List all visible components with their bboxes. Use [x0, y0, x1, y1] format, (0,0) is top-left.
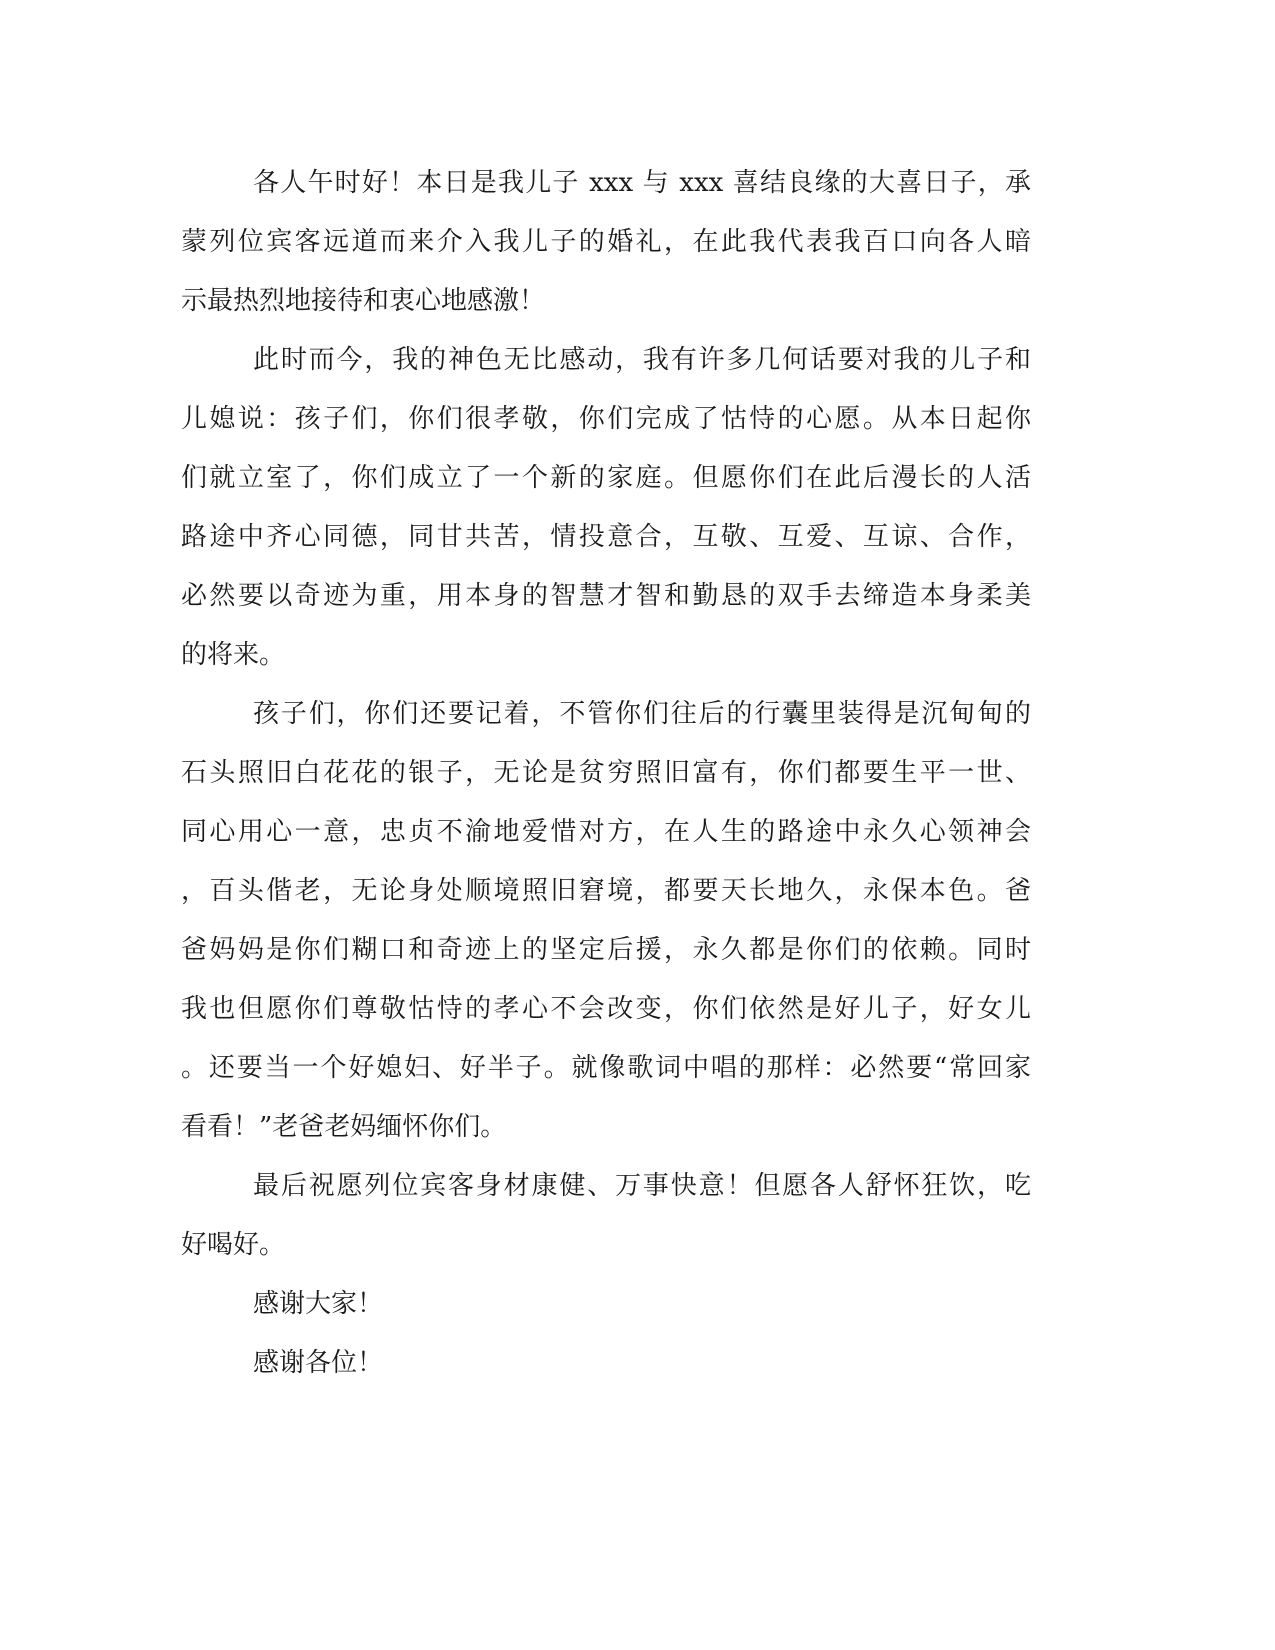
text-line: 感谢各位！ [253, 1348, 384, 1378]
paragraph-greeting [181, 154, 1031, 331]
text-line: 的将来。 [181, 640, 286, 670]
text-line: 爸妈妈是你们糊口和奇迹上的坚定后援，永久都是你们的依赖。同时 [181, 935, 1031, 965]
text-line: 看看！”老爸老妈缅怀你们。 [181, 1112, 507, 1142]
paragraph-advice [181, 685, 1031, 1157]
text-line: 我也但愿你们尊敬怙恃的孝心不会改变，你们依然是好儿子，好女儿 [181, 994, 1031, 1024]
text-line: 路途中齐心同德，同甘共苦，情投意合，互敬、互爱、互谅、合作， [181, 522, 1031, 552]
paragraph-message-to-couple [181, 331, 1031, 685]
text-line: 必然要以奇迹为重，用本身的智慧才智和勤恳的双手去缔造本身柔美 [181, 581, 1031, 611]
speech-body [181, 154, 1031, 1393]
text-line: 们就立室了，你们成立了一个新的家庭。但愿你们在此后漫长的人活 [181, 463, 1031, 493]
text-line: 石头照旧白花花的银子，无论是贫穷照旧富有，你们都要生平一世、 [181, 758, 1031, 788]
text-line: 各人午时好！本日是我儿子 xxx 与 xxx 喜结良缘的大喜日子，承 [253, 168, 1031, 198]
paragraph-thanks-everyone [181, 1275, 1031, 1334]
text-line: 此时而今，我的神色无比感动，我有许多几何话要对我的儿子和 [253, 345, 1031, 375]
text-line: 蒙列位宾客远道而来介入我儿子的婚礼，在此我代表我百口向各人暗 [181, 227, 1031, 257]
paragraph-blessing [181, 1157, 1031, 1275]
text-line: 孩子们，你们还要记着，不管你们往后的行囊里装得是沉甸甸的 [253, 699, 1031, 729]
text-line: ，百头偕老，无论身处顺境照旧窘境，都要天长地久，永保本色。爸 [181, 876, 1031, 906]
text-line: 好喝好。 [181, 1230, 286, 1260]
text-line: 最后祝愿列位宾客身材康健、万事快意！但愿各人舒怀狂饮，吃 [253, 1171, 1031, 1201]
text-line: 感谢大家！ [253, 1289, 384, 1319]
text-line: 示最热烈地接待和衷心地感激！ [181, 286, 546, 316]
paragraph-thanks-all [181, 1334, 1031, 1393]
text-line: 同心用心一意，忠贞不渝地爱惜对方，在人生的路途中永久心领神会 [181, 817, 1031, 847]
text-line: 。还要当一个好媳妇、好半子。就像歌词中唱的那样：必然要“常回家 [181, 1053, 1031, 1083]
text-line: 儿媳说：孩子们，你们很孝敬，你们完成了怙恃的心愿。从本日起你 [181, 404, 1031, 434]
